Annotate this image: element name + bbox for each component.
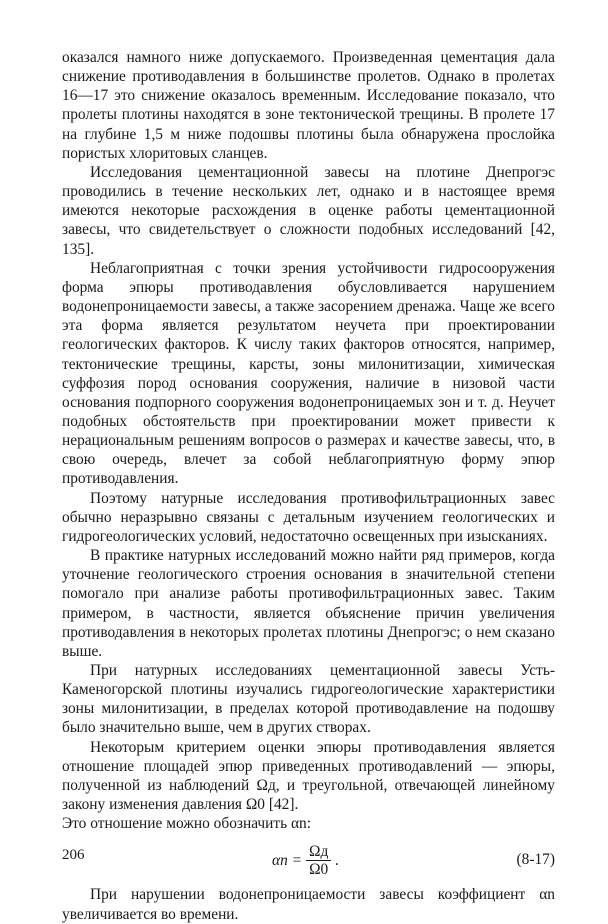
paragraph: Поэтому натурные исследования противофильтрационных завес обычно неразрывно связаны с детальным изучением геологических и гидрогеологических условий, недостаточно освещенных при изысканиях. — [62, 489, 555, 545]
paragraph: В практике натурных исследований можно найти ряд примеров, когда уточнение геологического строения основания в значительной степени помогало при анализе работы противофильтрационных завес. Таким примером, в частности, является объяснение причин увеличения противодавления в некоторых пролетах плотины Днепрогэс; о нем сказано выше. — [62, 547, 555, 660]
paragraph-continued: оказался намного ниже допускаемого. Произведенная цементация дала снижение противодавления в большинстве пролетов. Однако в пролетах 16—17 это снижение оказалось временным. Исследование показало, что пролеты плотины находятся в зоне тектонической трещины. В пролете 17 на глубине 1,5 м ниже подошвы плотины была обнаружена прослойка пористых хлоритовых сланцев. — [62, 49, 555, 162]
page-number: 206 — [62, 847, 85, 863]
formula-intro: Это отношение можно обозначить αn: — [62, 815, 312, 833]
equation-period: . — [335, 852, 340, 870]
equation-fraction — [306, 843, 331, 878]
equation-denominator: Ω0 — [309, 861, 329, 879]
text-column — [62, 48, 555, 924]
paragraph: При натурных исследованиях цементационной завесы Усть-Каменогорской плотины изучались гидрогеологические характеристики зоны милонитизации, в пределах которой противодавление на подошву было значительно выше, чем в других створах. — [62, 662, 555, 737]
paragraph: Неблагоприятная с точки зрения устойчивости гидросооружения форма эпюры противодавления обусловливается нарушением водонепроницаемости завесы, а также засорением дренажа. Чаще же всего эта форма является результатом неучета при проектировании геологических факторов. К числу таких факторов относятся, например, тектонические трещины, карсты, зоны милонитизации, химическая суффозия пород основания сооружения, наличие в низовой части основания подпорного сооружения водонепроницаемых зон и т. д. Неучет подобных обстоятельств при проектировании может привести к нерациональным решениям вопросов о размерах и качестве завесы, что, в свою очередь, влечет за собой неблагоприятную форму эпюр противодавления. — [62, 259, 555, 488]
equation-number: (8-17) — [516, 851, 555, 869]
paragraph-closing: При нарушении водонепроницаемости завесы коэффициент αn увеличивается во времени. — [62, 886, 555, 923]
equation-lhs: αn = — [272, 852, 303, 870]
formula-block — [62, 837, 555, 881]
equation — [272, 843, 339, 878]
equation-numerator: Ωд — [306, 843, 331, 861]
paragraph: Некоторым критерием оценки эпюры противодавления является отношение площадей эпюр приведенных противодавлений — эпюры, полученной из наблюдений Ωд, и треугольной, отвечающей линейному закону изменения давления Ω0 [42]. — [62, 738, 555, 814]
paragraph: Исследования цементационной завесы на плотине Днепрогэс проводились в течение нескольких лет, однако и в настоящее время имеются некоторые расхождения в оценке работы цементационной завесы, что свидетельствует о сложности подобных исследований [42, 135]. — [62, 163, 555, 258]
